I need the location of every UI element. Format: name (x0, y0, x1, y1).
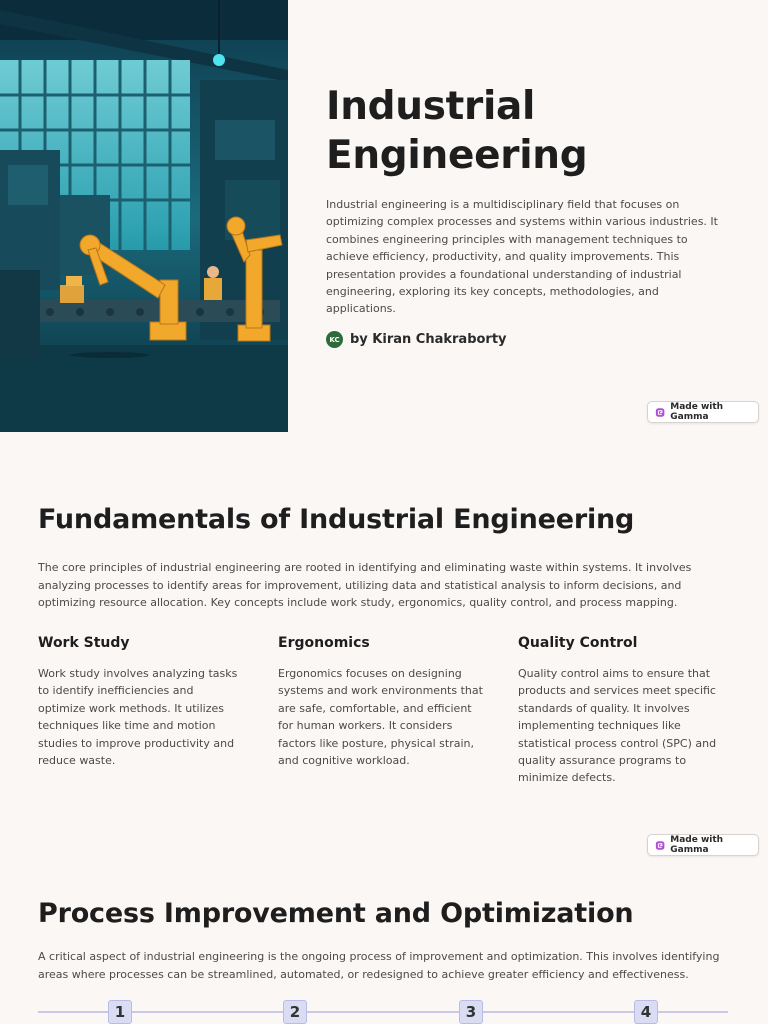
author-byline (326, 331, 507, 348)
column-quality-control (518, 634, 724, 787)
slide-title (326, 82, 587, 180)
fundamentals-paragraph: The core principles of industrial engineering are rooted in identifying and eliminating waste within systems. It involves analyzing processes to identify areas for improvement, utilizing data and statistical analysis to inform decisions, and optimizing resource allocation. Key concepts include work study, ergonomics, quality control, and process mapping. (38, 561, 692, 610)
slide-title-line1: Industrial (326, 84, 536, 129)
column-title: Quality Control (518, 635, 638, 651)
column-body: Work study involves analyzing tasks to identify inefficiencies and optimize work methods. It utilizes techniques like time and motion studies to improve productivity and reduce waste. (38, 667, 238, 768)
timeline-step-1: 1 (108, 1000, 132, 1024)
made-with-gamma-button[interactable] (647, 834, 759, 856)
timeline-step-4: 4 (634, 1000, 658, 1024)
column-title: Ergonomics (278, 635, 370, 651)
made-with-gamma-button[interactable] (647, 401, 759, 423)
title-slide (0, 0, 768, 432)
made-with-gamma-label: Made with Gamma (670, 835, 724, 855)
column-title: Work Study (38, 635, 130, 651)
process-improvement-heading: Process Improvement and Optimization (38, 898, 634, 929)
factory-robot-illustration-icon (0, 0, 288, 432)
gamma-logo-icon (655, 407, 665, 418)
timeline-line (38, 1011, 728, 1013)
process-improvement-paragraph: A critical aspect of industrial engineering is the ongoing process of improvement and optimization. This involves identifying areas where processes can be streamlined, automated, or redesigned to achieve greater efficiency and effectiveness. (38, 950, 720, 981)
gamma-logo-icon (655, 840, 665, 851)
fundamentals-heading: Fundamentals of Industrial Engineering (38, 504, 635, 535)
avatar: KC (326, 331, 343, 348)
slide-title-line2: Engineering (326, 133, 588, 178)
timeline-step-2: 2 (283, 1000, 307, 1024)
author-name: by Kiran Chakraborty (350, 332, 507, 347)
factory-illustration-image (0, 0, 288, 432)
column-body: Ergonomics focuses on designing systems and work environments that are safe, comfortable, and efficient for human workers. It considers factors like posture, physical strain, and cognitive workload. (278, 667, 483, 768)
timeline-step-3: 3 (459, 1000, 483, 1024)
intro-paragraph: Industrial engineering is a multidisciplinary field that focuses on optimizing complex processes and systems within various industries. It combines engineering principles with management techniques to achieve efficiency, productivity, and quality improvements. This presentation provides a foundational understanding of industrial engineering, exploring its key concepts, methodologies, and applications. (326, 198, 718, 316)
column-work-study (38, 634, 244, 769)
column-ergonomics (278, 634, 484, 769)
made-with-gamma-label: Made with Gamma (670, 402, 724, 422)
column-body: Quality control aims to ensure that products and services meet specific standards of quality. It involves implementing techniques like statistical process control (SPC) and quality assurance programs to minimize defects. (518, 667, 717, 785)
